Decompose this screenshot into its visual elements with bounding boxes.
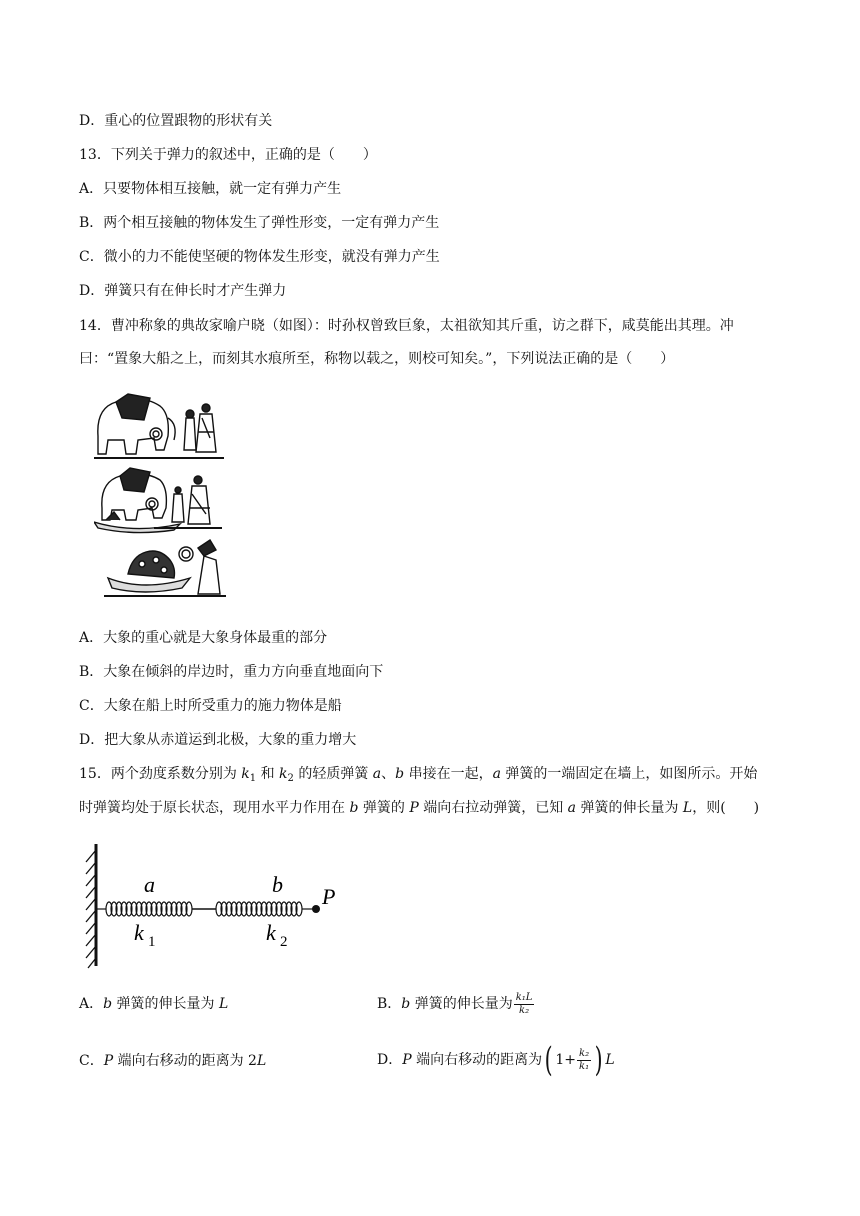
fraction-k1L-over-k2: $\frac{\text{k₁L}}{\text{k₂}}$ bbox=[515, 991, 533, 1016]
panel-elephant-on-boat bbox=[94, 468, 222, 533]
question-14-option-a: A．大象的重心就是大象身体最重的部分 bbox=[79, 630, 328, 646]
label-k1-sub: 1 bbox=[148, 934, 156, 950]
question-15-option-a: A．b 弹簧的伸长量为 L bbox=[79, 996, 229, 1012]
question-14-option-b: B．大象在倾斜的岸边时，重力方向垂直地面向下 bbox=[79, 664, 384, 680]
question-12-option-d: D．重心的位置跟物的形状有关 bbox=[79, 113, 273, 129]
question-13-option-a: A．只要物体相互接触，就一定有弹力产生 bbox=[79, 181, 342, 197]
question-14-option-c: C．大象在船上时所受重力的施力物体是船 bbox=[79, 698, 342, 714]
question-14-option-d: D．把大象从赤道运到北极，大象的重力增大 bbox=[79, 732, 357, 748]
question-14-stem-line1: 14．曹冲称象的典故家喻户晓（如图）：时孙权曾致巨象，太祖欲知其斤重，访之群下，咸莫能出其理。冲 bbox=[79, 318, 734, 334]
spring-b bbox=[216, 902, 314, 916]
question-14-stem-line2: 曰：“置象大船之上，而刻其水痕所至，称物以载之，则校可知矣。”，下列说法正确的是（ ） bbox=[79, 351, 675, 367]
question-15-stem-line1: 15．两个劲度系数分别为 $k_1$ 和 $k_2$ 的轻质弹簧 a、b 串接在一起，a 弹簧的一端固定在墙上，如图所示。开始 bbox=[79, 766, 758, 784]
label-b: b bbox=[272, 872, 283, 897]
label-a: a bbox=[144, 872, 155, 897]
right-paren: ) bbox=[594, 1040, 603, 1080]
question-15-option-b: B．b 弹簧的伸长量为 $\frac{\text{k₁L}}{\text{k₂}}$ bbox=[377, 991, 533, 1016]
spring-diagram bbox=[82, 840, 362, 970]
panel-elephant-standing bbox=[94, 394, 224, 458]
cao-chong-elephant-illustration bbox=[94, 388, 228, 610]
label-p: P bbox=[322, 884, 336, 909]
spring-a bbox=[96, 902, 192, 916]
fraction-k2-over-k1: $\frac{\text{k₂}}{\text{k₁}}$ bbox=[579, 1047, 590, 1072]
question-15-stem-line2: 时弹簧均处于原长状态，现用水平力作用在 b 弹簧的 P 端向右拉动弹簧，已知 a 弹簧的伸长量为 L，则( ) bbox=[79, 800, 760, 816]
question-13-option-d: D．弹簧只有在伸长时才产生弹力 bbox=[79, 283, 287, 299]
label-k2-sub: 2 bbox=[280, 934, 288, 950]
question-13-option-c: C．微小的力不能使坚硬的物体发生形变，就没有弹力产生 bbox=[79, 249, 440, 265]
left-paren: ( bbox=[544, 1040, 553, 1080]
question-13-stem: 13．下列关于弹力的叙述中，正确的是（ ） bbox=[79, 147, 377, 163]
question-15-option-d: D．P 端向右移动的距离为( 1+ $\frac{\text{k₂}}{\text{k₁}}$ ) L bbox=[377, 1040, 615, 1080]
label-k2: k bbox=[266, 920, 276, 945]
panel-boat-with-stones bbox=[104, 540, 226, 596]
question-15-option-c: C．P 端向右移动的距离为 2L bbox=[79, 1053, 267, 1069]
label-k1: k bbox=[134, 920, 144, 945]
question-13-option-b: B．两个相互接触的物体发生了弹性形变，一定有弹力产生 bbox=[79, 215, 440, 231]
point-p-dot bbox=[312, 905, 320, 913]
